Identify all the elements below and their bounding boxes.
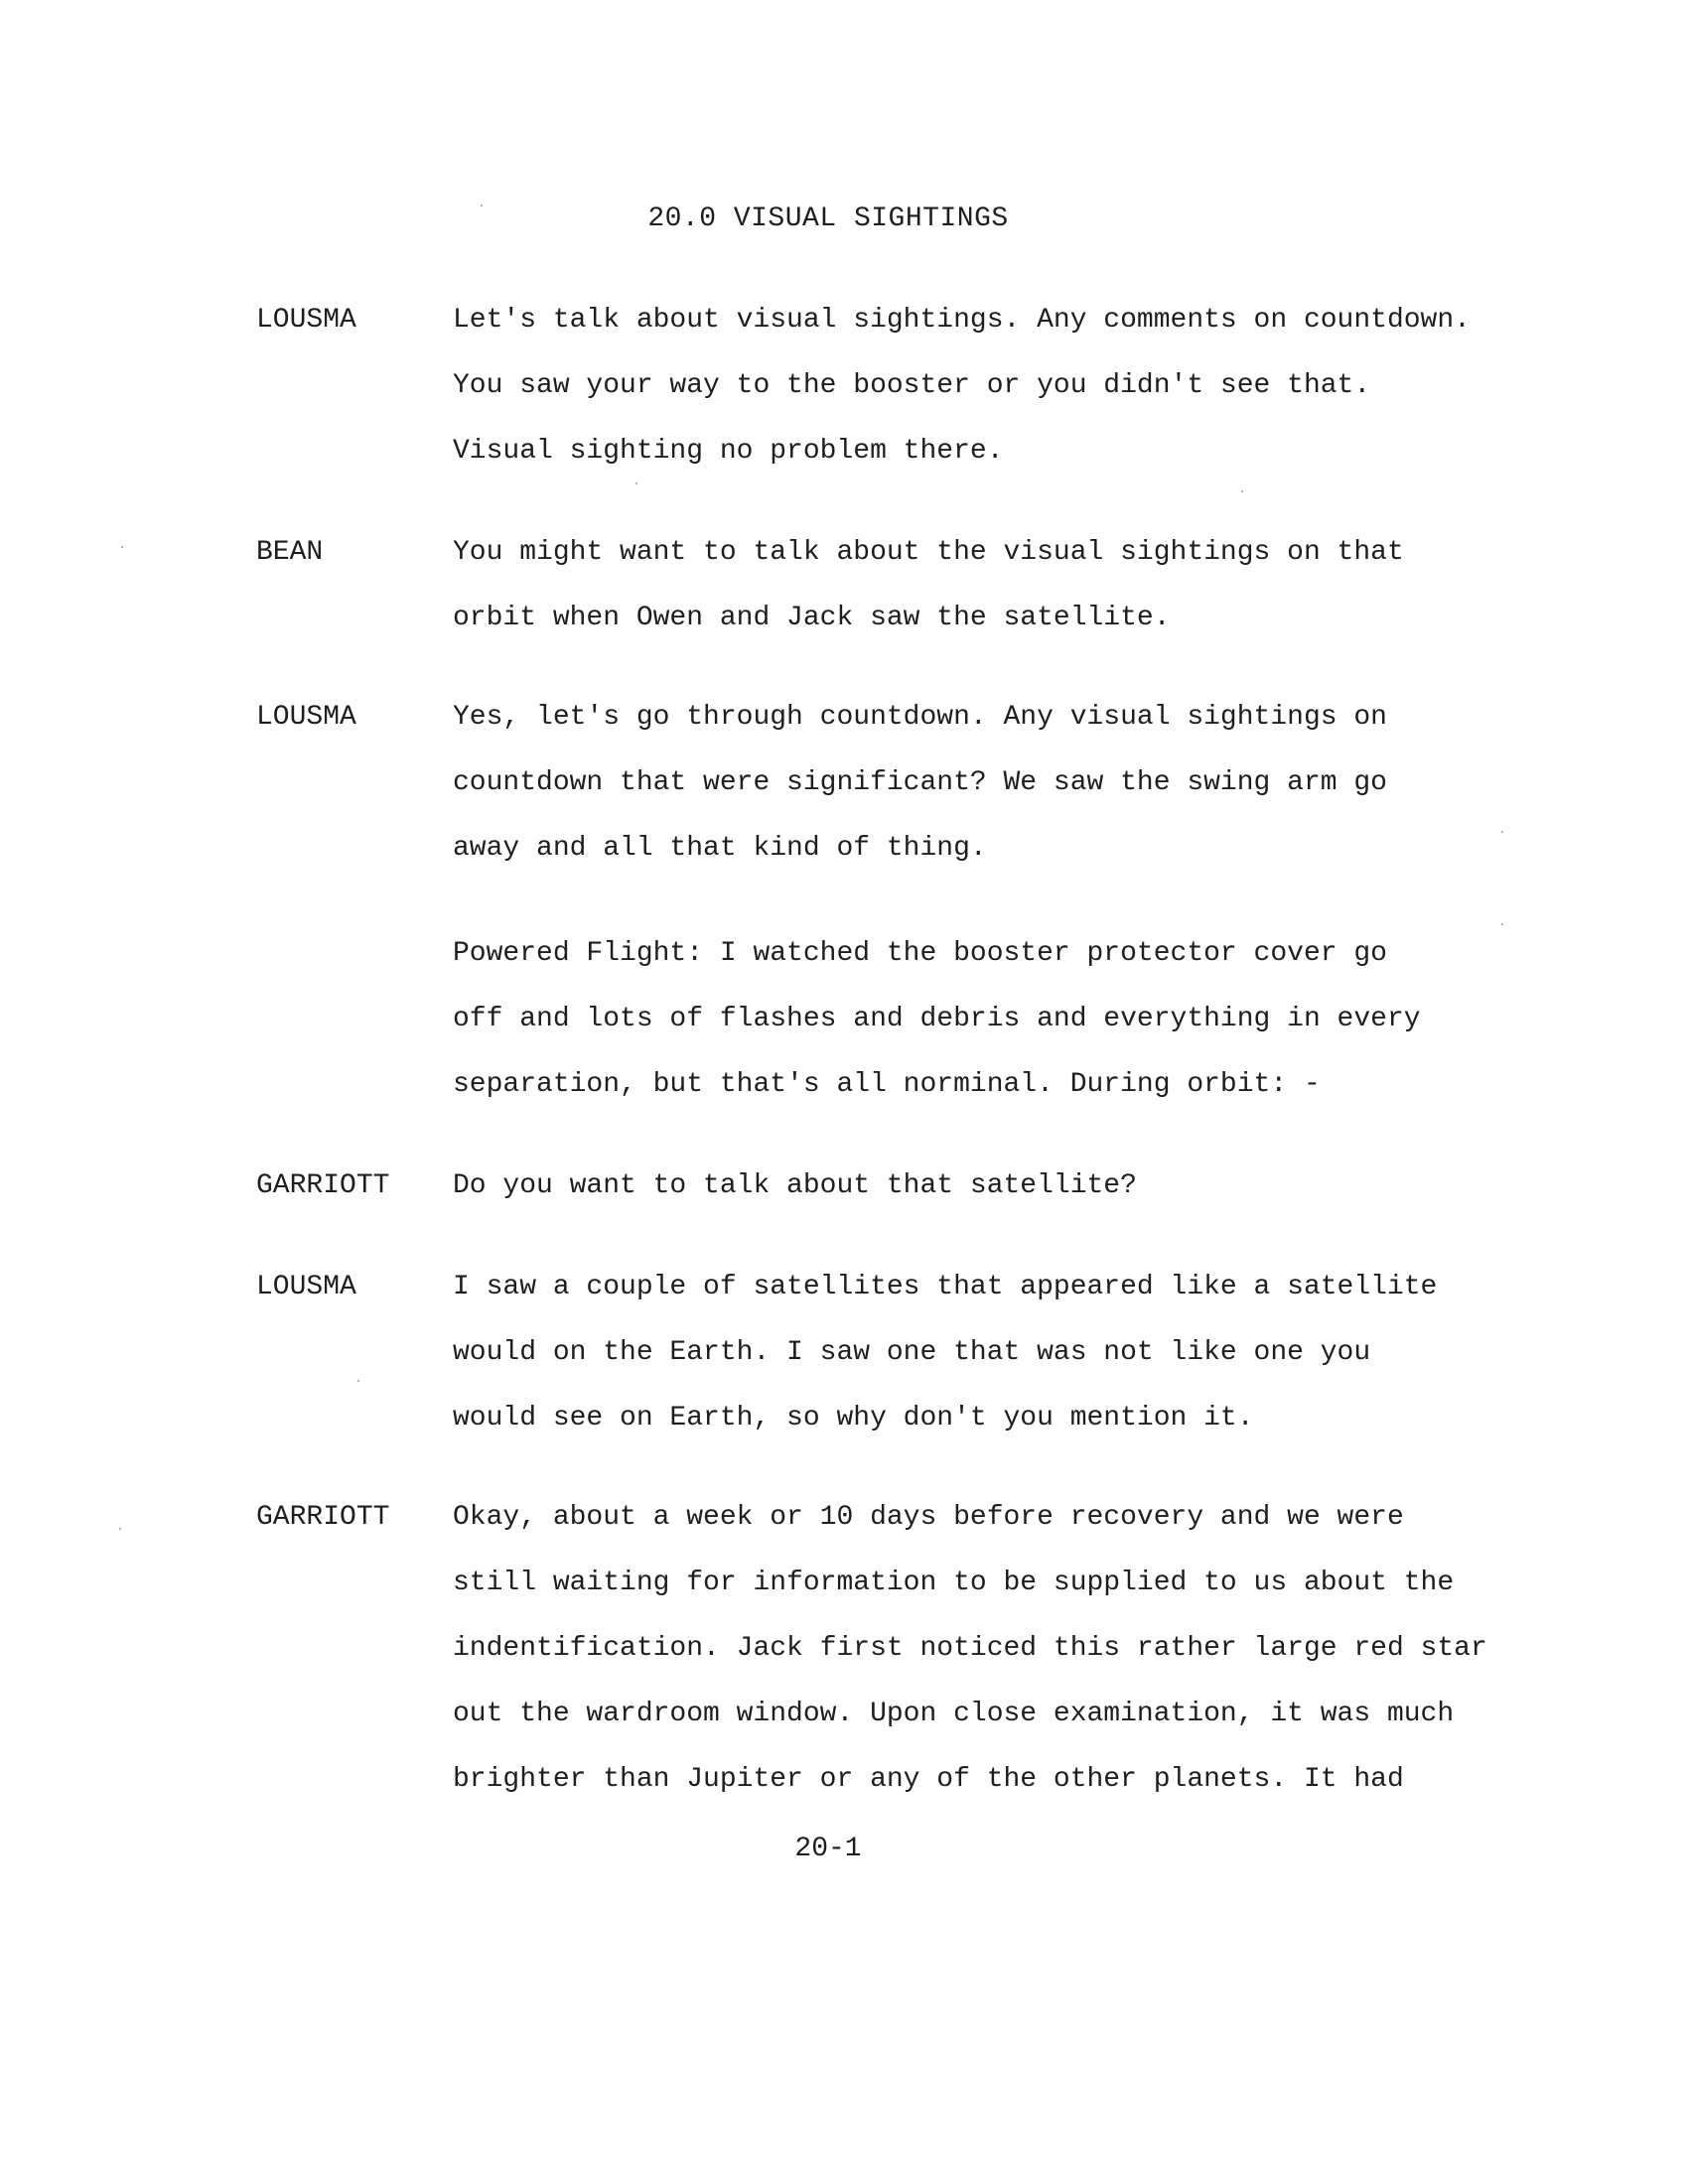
dialogue-line: Let's talk about visual sightings. Any comments on countdown. (453, 305, 1471, 336)
dialogue-line: You saw your way to the booster or you didn't see that. (453, 370, 1371, 401)
dialogue-line: orbit when Owen and Jack saw the satellite. (453, 603, 1171, 633)
speaker-label: GARRIOTT (256, 1502, 390, 1533)
dialogue-line: You might want to talk about the visual sightings on that (453, 537, 1404, 568)
dialogue-line: out the wardroom window. Upon close examination, it was much (453, 1699, 1455, 1729)
section-title: 20.0 VISUAL SIGHTINGS (647, 204, 1009, 234)
scan-speck (635, 482, 637, 484)
dialogue-line: brighter than Jupiter or any of the other planets. It had (453, 1764, 1404, 1795)
dialogue-line: away and all that kind of thing. (453, 833, 987, 864)
dialogue-line: Powered Flight: I watched the booster protector cover go (453, 938, 1387, 969)
dialogue-line: Yes, let's go through countdown. Any visual sightings on (453, 702, 1387, 733)
speaker-label: GARRIOTT (256, 1170, 390, 1201)
page-number: 20-1 (794, 1834, 862, 1864)
dialogue-line: indentification. Jack first noticed this rather large red star (453, 1633, 1487, 1664)
speaker-label: LOUSMA (256, 1272, 356, 1302)
scan-speck (1241, 490, 1243, 492)
dialogue-line: Do you want to talk about that satellite? (453, 1170, 1137, 1201)
scan-speck (357, 1380, 359, 1382)
dialogue-line: still waiting for information to be supplied to us about the (453, 1568, 1455, 1598)
speaker-label: LOUSMA (256, 702, 356, 733)
dialogue-line: Visual sighting no problem there. (453, 436, 1004, 467)
dialogue-line: off and lots of flashes and debris and everything in every (453, 1004, 1421, 1034)
dialogue-line: I saw a couple of satellites that appeared like a satellite (453, 1272, 1438, 1302)
scan-speck (121, 546, 123, 548)
dialogue-line: Okay, about a week or 10 days before recovery and we were (453, 1502, 1404, 1533)
speaker-label: LOUSMA (256, 305, 356, 336)
dialogue-line: countdown that were significant? We saw the swing arm go (453, 767, 1387, 798)
dialogue-line: separation, but that's all norminal. During orbit: - (453, 1069, 1321, 1100)
scan-speck (1501, 831, 1503, 833)
dialogue-line: would on the Earth. I saw one that was not like one you (453, 1337, 1371, 1368)
scan-speck (1501, 923, 1503, 925)
scan-speck (119, 1528, 121, 1530)
speaker-label: BEAN (256, 537, 324, 568)
dialogue-line: would see on Earth, so why don't you mention it. (453, 1403, 1254, 1433)
scan-speck (481, 205, 483, 206)
